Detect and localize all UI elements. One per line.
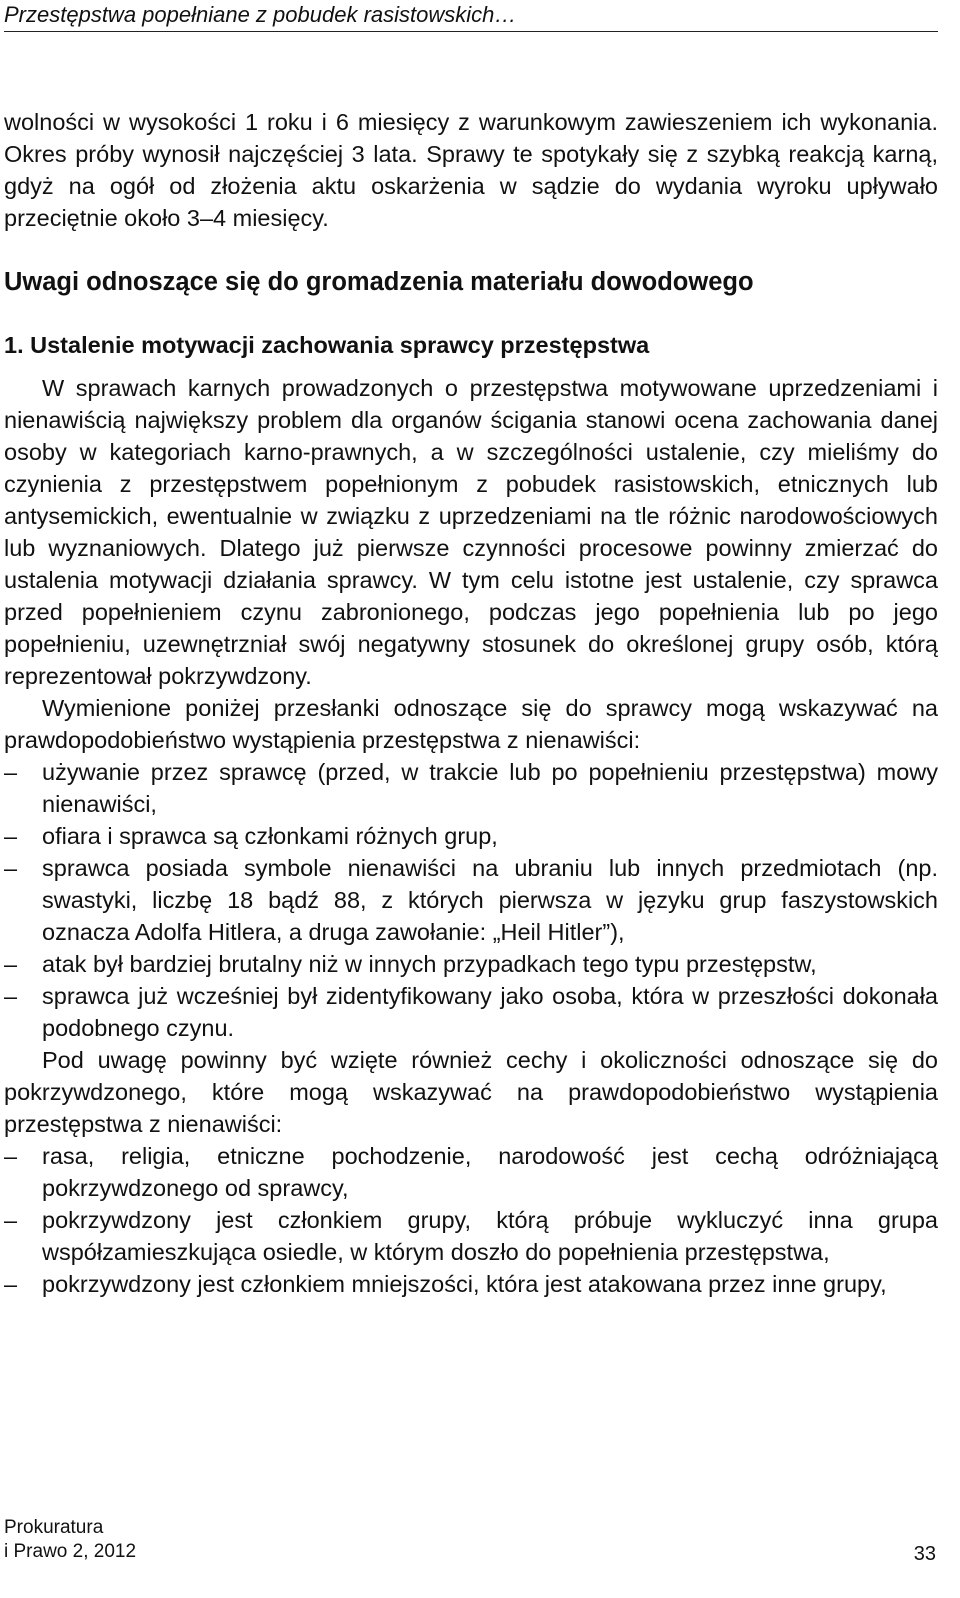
list-item-text: pokrzywdzony jest członkiem grupy, którą próbuje wykluczyć inna grupa współzamieszkująca osiedle, w którym doszło do popełnienia przestępstwa, [42, 1207, 938, 1265]
list-item-text: rasa, religia, etniczne pochodzenie, narodowość jest cechą odróżniającą pokrzywdzonego od sprawcy, [42, 1143, 938, 1201]
body-paragraph-3: Pod uwagę powinny być wzięte również cechy i okoliczności odnoszące się do pokrzywdzonego, które mogą wskazywać na prawdopodobieństwo wystąpienia przestępstwa z nienawiści: [4, 1047, 938, 1137]
list-item-text: atak był bardziej brutalny niż w innych przypadkach tego typu przestępstw, [42, 951, 817, 977]
list-item [4, 756, 938, 820]
subsection-heading: 1. Ustalenie motywacji zachowania sprawcy przestępstwa [4, 332, 650, 358]
list-item [4, 948, 938, 980]
list-item-text: używanie przez sprawcę (przed, w trakcie lub po popełnieniu przestępstwa) mowy nienawiści, [42, 759, 938, 817]
page-content [4, 106, 938, 1300]
body-paragraph-2: Wymienione poniżej przesłanki odnoszące się do sprawcy mogą wskazywać na prawdopodobieństwo wystąpienia przestępstwa z nienawiści: [4, 695, 938, 753]
journal-name: Prokuratura [4, 1517, 104, 1538]
list-item [4, 852, 938, 948]
list-item-text: sprawca posiada symbole nienawiści na ubraniu lub innych przedmiotach (np. swastyki, liczbę 18 bądź 88, z których pierwsza w języku grup faszystowskich oznacza Adolfa Hitlera, a druga zawołanie: „Heil Hitler”), [42, 855, 938, 945]
running-title: Przestępstwa popełniane z pobudek rasistowskich… [4, 2, 517, 27]
header-divider [4, 31, 938, 32]
list-item-text: pokrzywdzony jest członkiem mniejszości, która jest atakowana przez inne grupy, [42, 1271, 887, 1297]
dash-bullet: – [4, 951, 18, 977]
dash-bullet: – [4, 1143, 18, 1169]
body-paragraph-1: W sprawach karnych prowadzonych o przestępstwa motywowane uprzedzeniami i nienawiścią największy problem dla organów ścigania stanowi ocena zachowania danej osoby w kategoriach karno-prawnych, a w szczególności ustalenie, czy mieliśmy do czynienia z przestępstwem popełnionym z pobudek rasistowskich, etnicznych lub antysemickich, ewentualnie w związku z uprzedzeniami na tle różnic narodowościowych lub wyznaniowych. Dlatego już pierwsze czynności procesowe powinny zmierzać do ustalenia motywacji działania sprawcy. W tym celu istotne jest ustalenie, czy sprawca przed popełnieniem czynu zabronionego, podczas jego popełnienia lub po jego popełnieniu, uzewnętrzniał swój negatywny stosunek do określonej grupy osób, którą reprezentował pokrzywdzony. [4, 375, 938, 689]
journal-issue: i Prawo 2, 2012 [4, 1541, 137, 1562]
section-heading: Uwagi odnoszące się do gromadzenia materiału dowodowego [4, 268, 754, 296]
page-number: 33 [913, 1543, 936, 1565]
offender-indicators-list [4, 756, 938, 1044]
list-item [4, 1204, 938, 1268]
list-item [4, 820, 938, 852]
dash-bullet: – [4, 759, 18, 785]
list-item-text: ofiara i sprawca są członkami różnych grup, [42, 823, 498, 849]
list-item [4, 980, 938, 1044]
journal-footer [4, 1516, 136, 1564]
dash-bullet: – [4, 1271, 18, 1297]
list-item [4, 1140, 938, 1204]
dash-bullet: – [4, 1207, 18, 1233]
victim-indicators-list [4, 1140, 938, 1300]
intro-paragraph: wolności w wysokości 1 roku i 6 miesięcy z warunkowym zawieszeniem ich wykonania. Okres próby wynosił najczęściej 3 lata. Sprawy te spotykały się z szybką reakcją karną, gdyż na ogół od złożenia aktu oskarżenia w sądzie do wydania wyroku upływało przeciętnie około 3–4 miesięcy. [4, 109, 938, 231]
dash-bullet: – [4, 823, 18, 849]
dash-bullet: – [4, 855, 18, 881]
list-item [4, 1268, 938, 1300]
dash-bullet: – [4, 983, 18, 1009]
list-item-text: sprawca już wcześniej był zidentyfikowany jako osoba, która w przeszłości dokonała podobnego czynu. [42, 983, 938, 1041]
